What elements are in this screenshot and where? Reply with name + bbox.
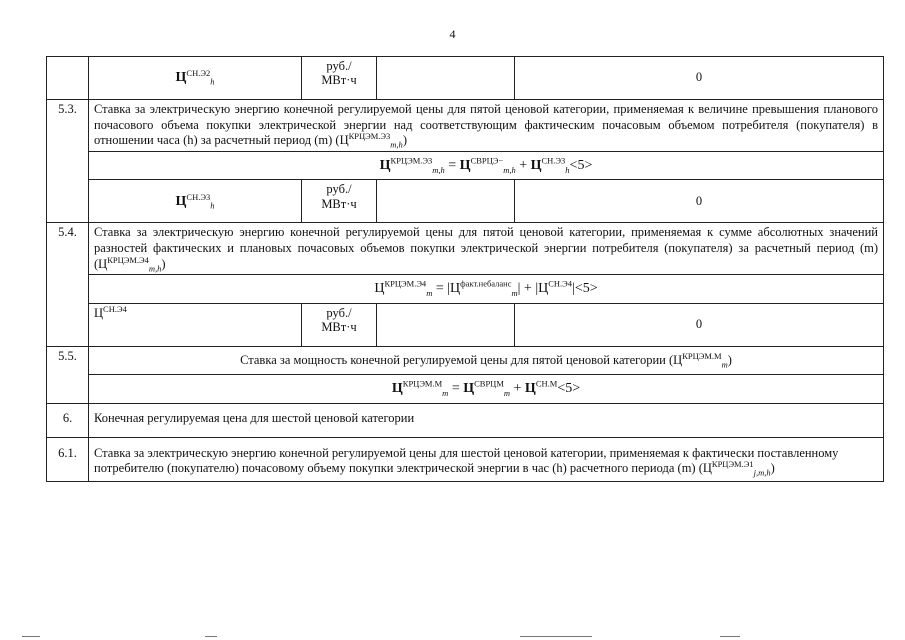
tariff-table — [46, 56, 884, 482]
unit-cell: руб./ МВт·ч — [302, 303, 377, 346]
table-row-ce2 — [47, 57, 884, 100]
formula: $Ц^{КРЦЭМ.Э3}_{m,h} = Ц^{СВРЦЭ-}_{m,h} + Ц^{СН.Э3}_h<5>$ — [89, 151, 884, 180]
scan-mark — [720, 636, 740, 637]
blank-cell — [377, 57, 515, 100]
section-number: 5.3. — [47, 100, 89, 223]
scan-edge-marks — [0, 632, 905, 640]
section-row-5-3 — [47, 100, 884, 152]
formula-row-5-3 — [47, 151, 884, 180]
symbol-cell: $Ц^{СН.Э3}_h$ — [89, 180, 302, 223]
formula: $Ц^{КРЦЭМ.М}_m = Ц^{СВРЦМ}_m + Ц^{СН.М}<5>$ — [89, 375, 884, 404]
formula-row-5-5 — [47, 375, 884, 404]
symbol-cell: $Ц^{СН.Э2}_h$ — [89, 57, 302, 100]
section-description: Ставка за электрическую энергию конечной регулируемой цены для шестой ценовой категории, применяемая к фактически поставленному потребителю (покупателю) почасовому объему покупки электрической энергии в час (h) расчетного периода (m) $(Ц^{КРЦЭМ.Э1}_{j,m,h})$ — [89, 437, 884, 481]
value-cell: 0 — [515, 303, 884, 346]
unit-cell: руб./ МВт·ч — [302, 180, 377, 223]
formula-row-5-4 — [47, 275, 884, 304]
section-row-6 — [47, 403, 884, 437]
section-row-5-4 — [47, 223, 884, 275]
scan-mark — [205, 636, 217, 637]
formula: $Ц^{КРЦЭМ.Э4}_m = |Ц^{факт.небаланс}_m| + |Ц^{СН.Э4}|<5>$ — [89, 275, 884, 304]
page-number: 4 — [449, 27, 456, 41]
section-row-6-1 — [47, 437, 884, 481]
section-description: Ставка за электрическую энергию конечной регулируемой цены для пятой ценовой категории, применяемая к сумме абсолютных значений разностей фактических и плановых почасовых объемов покупки электрической энергии потребителя (покупателя) за расчетный период (m) $(Ц^{КРЦЭМ.Э4}_{m,h})$ — [89, 223, 884, 275]
blank-cell — [377, 180, 515, 223]
num-cell-empty — [47, 57, 89, 100]
scan-mark — [520, 636, 592, 637]
section-description: Ставка за электрическую энергию конечной регулируемой цены для пятой ценовой категории, применяемая к величине превышения планового почасового объема покупки электрической энергии над соответствующим фактическим почасовым объемом потребителя (покупателя) в отношении часа (h) за расчетный период (m) $(Ц^{КРЦЭМ.Э3}_{m,h})$ — [89, 100, 884, 152]
section-row-5-5 — [47, 346, 884, 375]
value-cell: 0 — [515, 180, 884, 223]
blank-cell — [377, 303, 515, 346]
section-number: 6. — [47, 403, 89, 437]
unit-cell: руб./ МВт·ч — [302, 57, 377, 100]
scan-mark — [22, 636, 40, 637]
section-number: 5.5. — [47, 346, 89, 403]
section-description: Конечная регулируемая цена для шестой ценовой категории — [89, 403, 884, 437]
section-number: 6.1. — [47, 437, 89, 481]
section-description: Ставка за мощность конечной регулируемой цены для пятой ценовой категории $(Ц^{КРЦЭМ.М}_m)$ — [89, 346, 884, 375]
table-row-ce3 — [47, 180, 884, 223]
section-number: 5.4. — [47, 223, 89, 346]
symbol-cell: $Ц^{СН.Э4}$ — [89, 303, 302, 346]
table-row-ce4 — [47, 303, 884, 346]
value-cell: 0 — [515, 57, 884, 100]
